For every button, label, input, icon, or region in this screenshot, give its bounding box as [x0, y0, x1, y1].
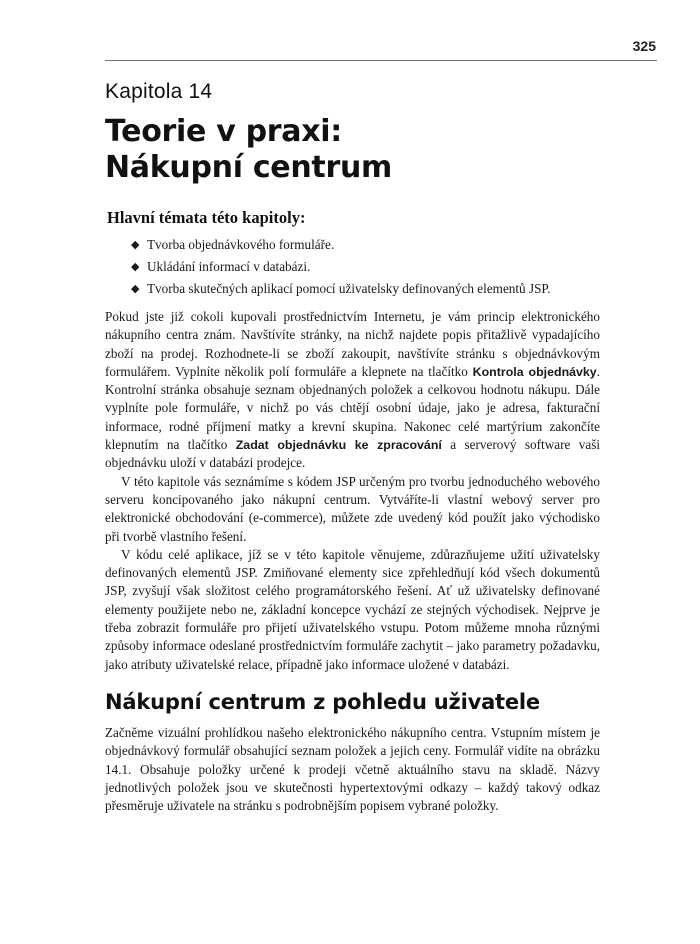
chapter-label: Kapitola 14	[105, 80, 213, 103]
paragraph-intro	[105, 308, 600, 473]
topic-text: Tvorba skutečných aplikací pomocí uživatelsky definovaných elementů JSP.	[147, 281, 551, 296]
section-paragraph: Začněme vizuální prohlídkou našeho elektronického nákupního centra. Vstupním místem je objednávkový formulář obsahující seznam položek a jejich ceny. Formulář vidíte na obrázku 14.1. Obsahuje položky určené k prodeji včetně aktuálního stavu na skladě. Názvy jednotlivých položek jsou ve skutečnosti hypertextovými odkazy – každý takový odkaz přesměruje uživatele na stránku s podrobnějším popisem vybrané položky.	[105, 724, 600, 814]
list-item	[105, 280, 600, 298]
topics-heading: Hlavní témata této kapitoly:	[107, 208, 306, 227]
section-heading: Nákupní centrum z pohledu uživatele	[105, 689, 540, 714]
paragraph-3: V kódu celé aplikace, jíž se v této kapitole věnujeme, zdůrazňujeme užití uživatelsky definovaných elementů JSP. Zmiňované elementy sice zpřehledňují kód všech dokumentů JSP, zvyšují však složitost celého programátorského řešení. Ať už uživatelsky definované elementy použijete nebo ne, základní koncepce vychází ze stejných východisek. Nejprve je třeba zobrazit formuláře pro přijetí uživatelského vstupu. Potom můžeme mnoha různými způsoby informace odeslané prostřednictvím formuláře zachytit – jako parametry požadavku, jako atributy uživatelské relace, případně jako informace uložené v databázi.	[105, 546, 600, 672]
page-number: 325	[632, 38, 656, 54]
chapter-title	[105, 114, 600, 186]
chapter-title-line2: Nákupní centrum	[105, 150, 392, 185]
paragraph-text: . Kontrolní stránka obsahuje seznam objednaných položek a celkovou hodnotu nákupu. Dále vyplníte pole formuláře, v nichž po vás chtějí osobní údaje, jako je adresa, fakturační informace, rodné příjmení matky a krevní skupina. Nakonec celé martýrium zakončíte klepnutím na tlačítko	[105, 363, 600, 453]
topic-text: Tvorba objednávkového formuláře.	[147, 237, 335, 252]
header-rule	[105, 60, 657, 61]
chapter-title-line1: Teorie v praxi:	[105, 114, 342, 149]
term-submit-order: Zadat objednávku ke zpracování	[235, 438, 442, 453]
list-item	[105, 258, 600, 276]
diamond-bullet-icon: ◆	[131, 261, 140, 273]
paragraph-2: V této kapitole vás seznámíme s kódem JSP určeným pro tvorbu jednoduchého webového serveru koncipovaného jako nákupní centrum. Vytváříte-li vlastní webový server pro elektronické obchodování (e-commerce), můžete zde uvedený kód použít jako východisko při tvorbě vlastního řešení.	[105, 473, 600, 544]
paragraph-text: a serverový software vaši objednávku uloží v databázi prodejce.	[105, 437, 600, 471]
list-item	[105, 236, 600, 254]
topics-list	[105, 236, 600, 298]
term-review-order: Kontrola objednávky	[472, 364, 597, 379]
diamond-bullet-icon: ◆	[131, 283, 140, 295]
topic-text: Ukládání informací v databázi.	[147, 259, 311, 274]
paragraph-text: Pokud jste již cokoli kupovali prostřednictvím Internetu, je vám princip elektronického nákupního centra znám. Navštívíte stránky, na nichž najdete popis přitažlivě vypadajícího zboží na prodej. Rozhodnete-li se zboží zakoupit, navštívíte stránku s objednávkovým formulářem. Vyplníte několik polí formuláře a klepnete na tlačítko	[105, 309, 600, 379]
page-content	[105, 80, 600, 815]
diamond-bullet-icon: ◆	[131, 239, 140, 251]
